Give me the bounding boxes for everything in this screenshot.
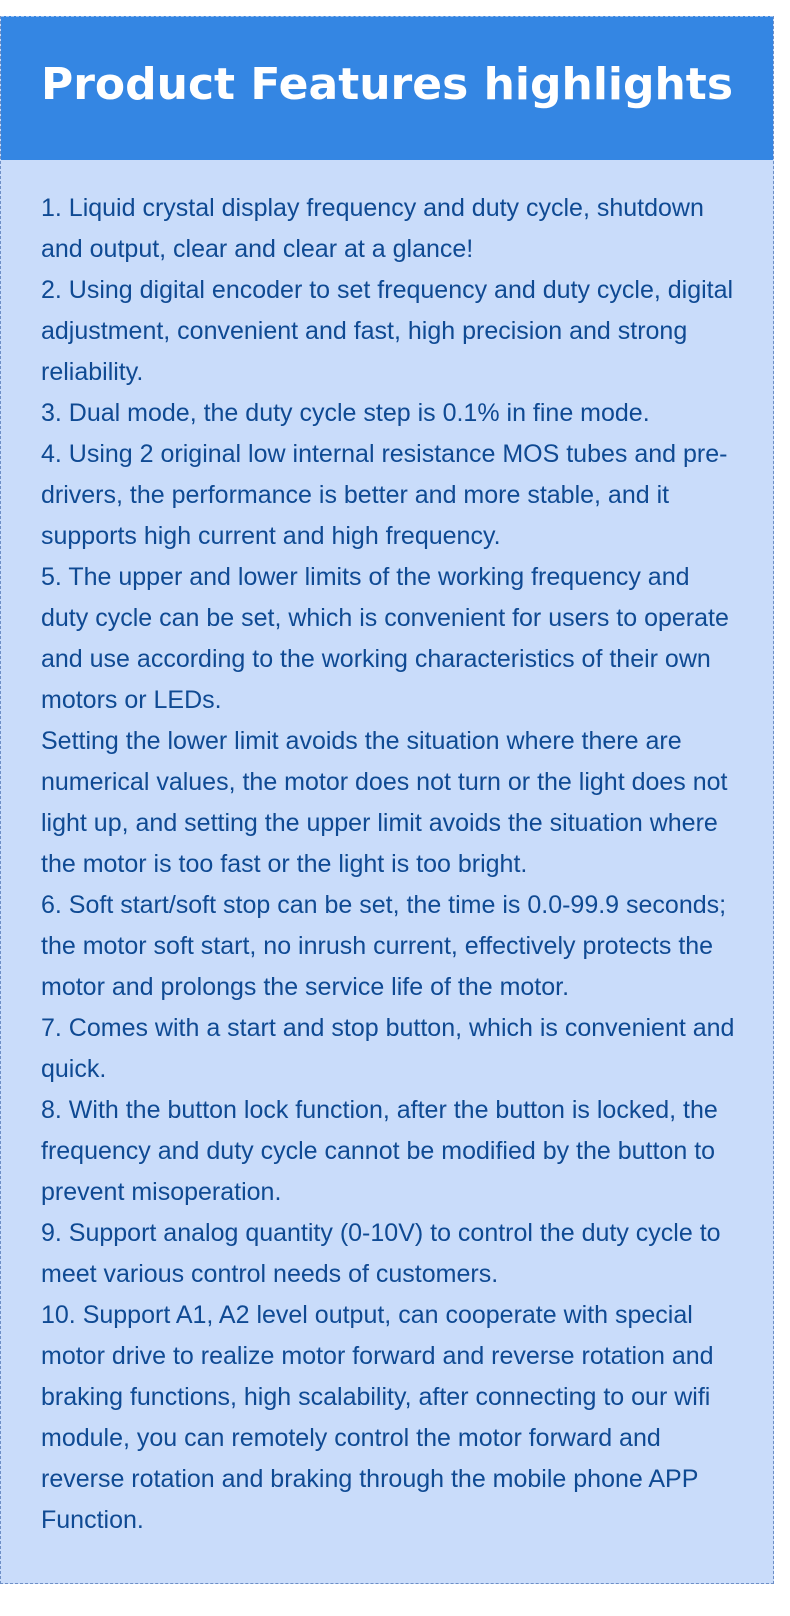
feature-item-1: 1. Liquid crystal display frequency and duty cycle, shutdown and output, clear and clear at a glance! [41,194,704,263]
feature-item-4: 4. Using 2 original low internal resistance MOS tubes and pre-drivers, the performance is better and more stable, and it supports high current and high frequency. [41,440,728,550]
feature-item-2: 2. Using digital encoder to set frequency and duty cycle, digital adjustment, convenient and fast, high precision and strong reliability. [41,276,734,386]
page-title: Product Features highlights [40,58,734,110]
feature-item-3: 3. Dual mode, the duty cycle step is 0.1% in fine mode. [41,399,650,427]
header-banner [1,16,773,160]
feature-item-8: 8. With the button lock function, after the button is locked, the frequency and duty cycle cannot be modified by the button to prevent misoperation. [41,1096,718,1206]
feature-item-5: 5. The upper and lower limits of the working frequency and duty cycle can be set, which is convenient for users to operate and use according to the working characteristics of their own motors or LEDs. [41,563,729,714]
feature-item-6: 6. Soft start/soft stop can be set, the time is 0.0-99.9 seconds; the motor soft start, no inrush current, effectively protects the motor and prolongs the service life of the motor. [41,891,727,1001]
feature-item-10: 10. Support A1, A2 level output, can cooperate with special motor drive to realize motor forward and reverse rotation and braking functions, high scalability, after connecting to our wifi module, you can remotely control the motor forward and reverse rotation and braking through the mobile phone APP Function. [41,1301,714,1534]
feature-list [1,160,773,1541]
feature-item-5-note: Setting the lower limit avoids the situation where there are numerical values, the motor does not turn or the light does not light up, and setting the upper limit avoids the situation where the motor is too fast or the light is too bright. [41,727,728,878]
feature-panel [0,16,774,1584]
feature-item-7: 7. Comes with a start and stop button, which is convenient and quick. [41,1014,735,1083]
feature-item-9: 9. Support analog quantity (0-10V) to control the duty cycle to meet various control needs of customers. [41,1219,721,1288]
